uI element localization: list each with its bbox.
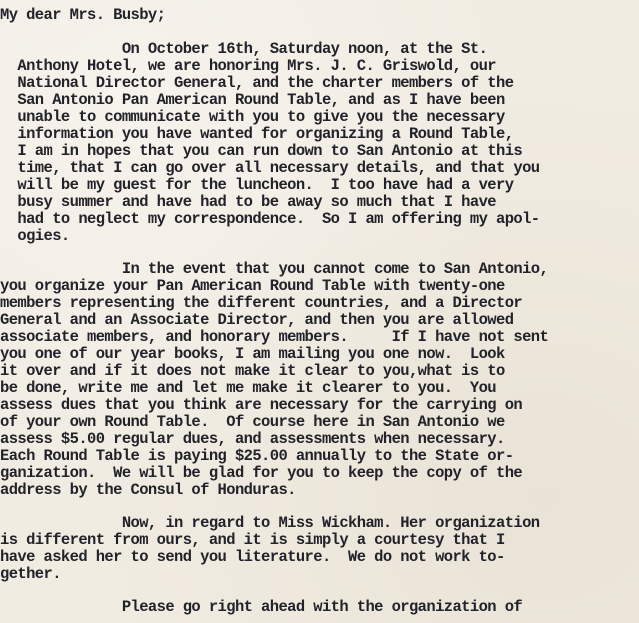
paragraph-1-line-6: information you have wanted for organizing a Round Table, [0,125,514,143]
paragraph-2-line-12: Each Round Table is paying $25.00 annually to the State or- [0,447,514,465]
paragraph-2-line-1: In the event that you cannot come to San Antonio, [0,260,549,278]
paragraph-2-line-14: address by the Consul of Honduras. [0,481,296,499]
paragraph-2-line-8: be done, write me and let me make it clearer to you. You [0,379,496,397]
paragraph-2-line-9: assess dues that you think are necessary for the carrying on [0,396,523,414]
paragraph-1-line-4: San Antonio Pan American Round Table, and as I have been [0,91,505,109]
paragraph-3-line-2: is different from ours, and it is simply a courtesy that I [0,531,505,549]
paragraph-1-line-2: Anthony Hotel, we are honoring Mrs. J. C. Griswold, our [0,57,496,75]
paragraph-1-line-7: I am in hopes that you can run down to San Antonio at this [0,142,523,160]
paragraph-3-line-1: Now, in regard to Miss Wickham. Her organization [0,514,540,532]
salutation: My dear Mrs. Busby; [0,6,166,24]
paragraph-2-line-10: of your own Round Table. Of course here in San Antonio we [0,413,505,431]
paragraph-1-line-11: had to neglect my correspondence. So I am offering my apol- [0,210,540,228]
paragraph-2-line-3: members representing the different countries, and a Director [0,294,523,312]
paragraph-2-line-2: you organize your Pan American Round Table with twenty-one [0,277,505,295]
paragraph-2-line-13: ganization. We will be glad for you to keep the copy of the [0,464,523,482]
paragraph-4-line-1: Please go right ahead with the organization of [0,598,523,616]
paragraph-2-line-11: assess $5.00 regular dues, and assessments when necessary. [0,430,505,448]
paragraph-2-line-5: associate members, and honorary members. If I have not sent [0,328,549,346]
paragraph-3-line-4: gether. [0,565,61,583]
paragraph-1-line-9: will be my guest for the luncheon. I too have had a very [0,176,514,194]
paragraph-2-line-7: it over and if it does not make it clear to you,what is to [0,362,505,380]
paragraph-1-line-8: time, that I can go over all necessary details, and that you [0,159,540,177]
paragraph-1-line-1: On October 16th, Saturday noon, at the St. [0,40,488,58]
paragraph-2-line-6: you one of our year books, I am mailing you one now. Look [0,345,505,363]
paragraph-1-line-3: National Director General, and the charter members of the [0,74,514,92]
paragraph-2-line-4: General and an Associate Director, and then you are allowed [0,311,514,329]
paragraph-1-line-5: unable to communicate with you to give you the necessary [0,108,505,126]
paragraph-1-line-10: busy summer and have had to be away so much that I have [0,193,496,211]
paragraph-3-line-3: have asked her to send you literature. We do not work to- [0,548,505,566]
paragraph-1-line-12: ogies. [0,227,70,245]
